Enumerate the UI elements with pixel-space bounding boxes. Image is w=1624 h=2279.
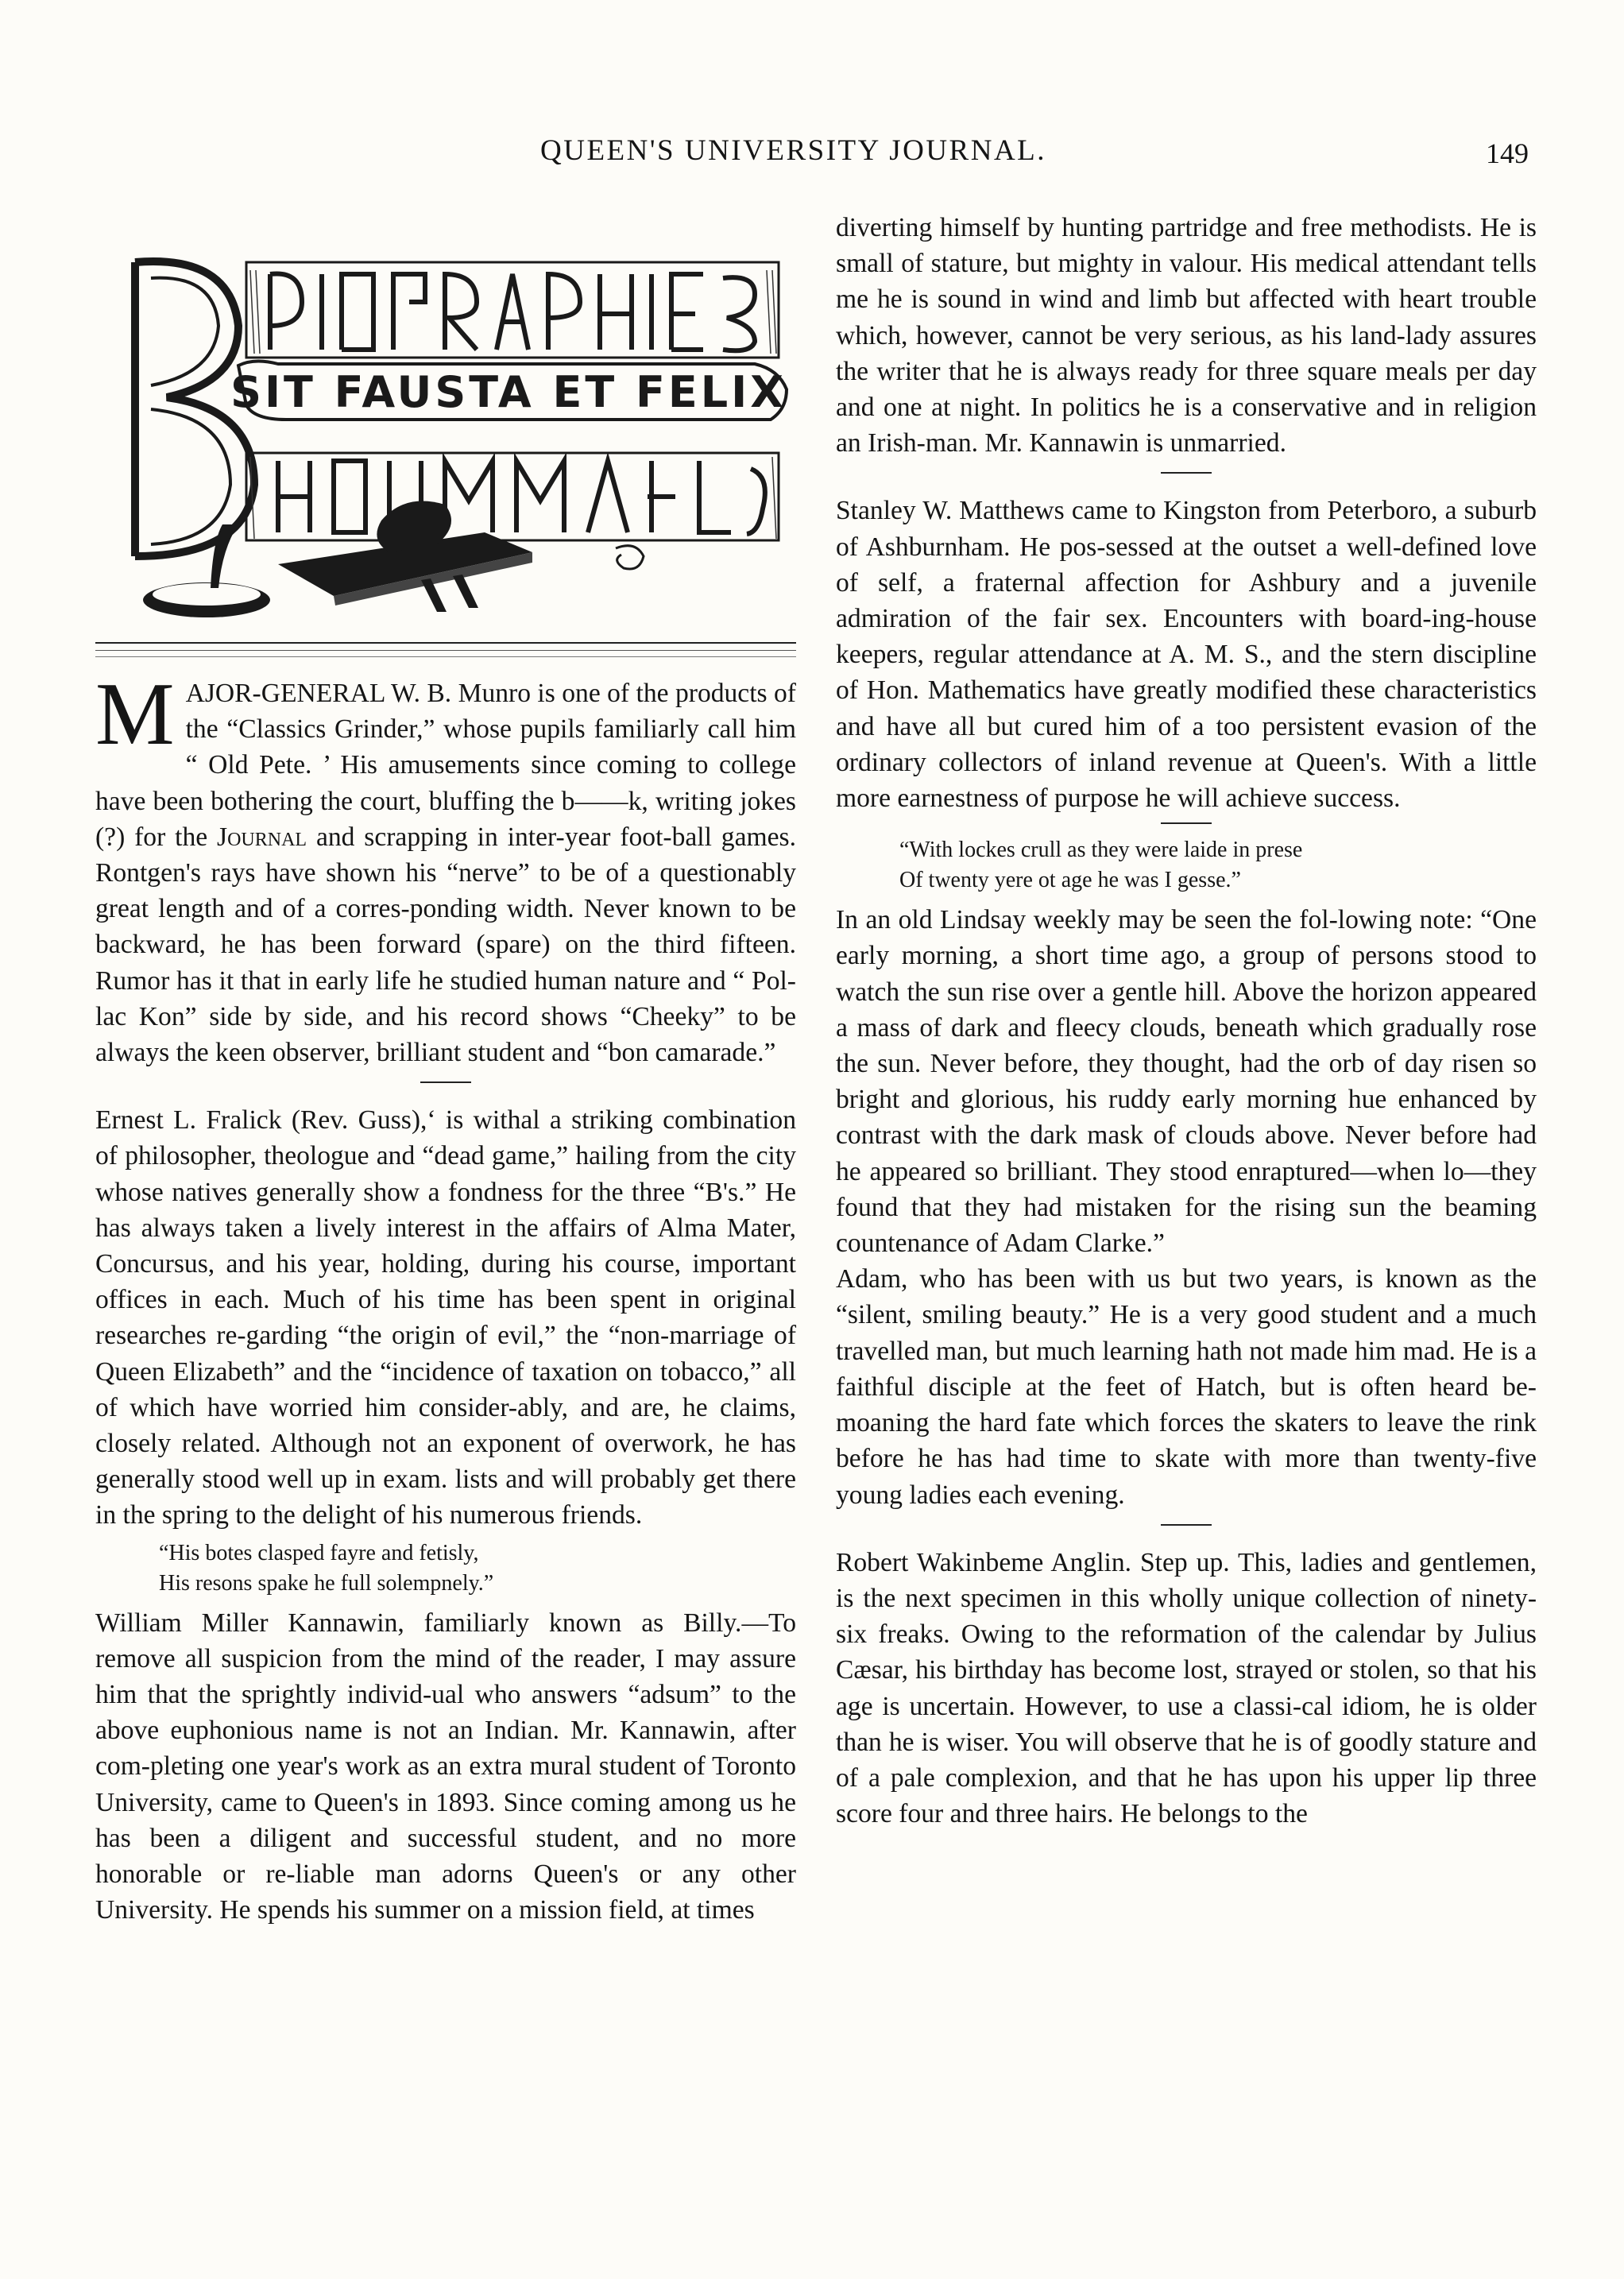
munro-biography: MAJOR-GENERAL W. B. Munro is one of the products of the “Classics Grinder,” whose pupils familiarly call him “ Old Pete. ’ His amusements since coming to college have been bothering the court, bluffing the b——k, writing jokes (?) for the Journal and scrapping in inter-year foot-ball games. Rontgen's rays have shown his “nerve” to be of a questionably great length and of a corres-ponding width. Never known to be backward, he has been forward (spare) on the third fifteen. Rumor has it that in early life he studied human nature and “ Pol-lac Kon” side by side, and his record shows “Cheeky” to be always the keen observer, brilliant student and “bon camarade.” [95,665,796,1068]
adam-biography: Adam, who has been with us but two years, is known as the “silent, smiling beauty.” He is a very good student and a much travelled man, but much learning hath not made him mad. He is a faithful disciple at the feet of Hatch, but is often heard be-moaning the hard fate which forces the skaters to leave the rink before he has had time to skate with more than twenty-five young ladies each evening. [836,1264,1537,1510]
verse-line: Of twenty yere ot age he was I gesse.” [899,868,1241,893]
separator-rule [1161,1524,1212,1526]
separator-rule [420,1081,471,1083]
section-rule [95,642,796,644]
matthews-biography: Stanley W. Matthews came to Kingston from Peterboro, a suburb of Ashburnham. He pos-sessed at the outset a well-defined love of self, a fraternal affection for Ashbury and a juvenile admiration of the fair sex. Encounters with board-ing-house keepers, regular attendance at A. M. S., and the stern discipline of Hon. Mathematics have greatly modified these characteristics and have all but cured him of a too persistent evasion of the ordinary collectors of inland revenue at Queen's. With a little more earnestness of purpose he will achieve success. [836,496,1537,814]
kannawin-biography: William Miller Kannawin, familiarly known as Billy.—To remove all suspicion from the mind of the reader, I may assure him that the sprightly individ-ual who answers “adsum” to the above euphonious name is not an Indian. Mr. Kannawin, after com-pleting one year's work as an extra mural student of Toronto University, came to Queen's in 1893. Since coming among us he has been a diligent and successful student, and no more honorable or re-liable man adorns Queen's or any other University. He spends his summer on a mission field, at times [95,1608,796,1925]
separator-rule [1161,472,1212,474]
verse-line: “With lockes crull as they were laide in prese [899,838,1303,863]
clarke-biography: In an old Lindsay weekly may be seen the fol-lowing note: “One early morning, a short time ago, a group of persons stood to watch the sun rise over a gentle hill. Above the horizon appeared a mass of dark and fleecy clouds, beneath which gradually rose the sun. Never before, they thought, had the orb of day risen so bright and glorious, his ruddy early morning hue enhanced by contrast with the dark mask of clouds above. Never before had he appeared so brilliant. They stood enraptured—when lo—they found that they had mistaken for the rising sun the beaming countenance of Adam Clarke.” [836,905,1537,1259]
section-rule [95,656,796,657]
section-rule [95,650,796,651]
banner-motto: SIT FAUSTA ET FELIX [230,367,787,417]
verse-line: “His botes clasped fayre and fetisly, [159,1540,479,1565]
separator-rule [1161,822,1212,824]
biographies-banner-illustration [119,238,802,628]
anglin-biography: Robert Wakinbeme Anglin. Step up. This, ladies and gentlemen, is the next specimen in this wholly unique collection of ninety-six freaks. Owing to the reformation of the calendar by Julius Cæsar, his birthday has become lost, strayed or stolen, so that his age is uncertain. However, to use a classi-cal idiom, he is older than he is wiser. You will observe that he is of goodly stature and of a pale complexion, and that he has upon his upper lip three score four and three hairs. He belongs to the [836,1547,1537,1829]
page-number: 149 [1486,137,1529,169]
verse-quote [899,835,1537,896]
left-column [95,665,796,1929]
kannawin-biography-continued: diverting himself by hunting partridge and free methodists. He is small of stature, but mighty in valour. His medical attendant tells me he is sound in wind and limb but affected with heart trouble which, however, cannot be very serious, as his land-lady assures the writer that he is always ready for three square meals per day and one at night. In politics he is a conservative and in religion an Irish-man. Mr. Kannawin is unmarried. [836,213,1537,459]
drop-cap: M [95,665,175,764]
right-column [836,210,1537,1832]
fralick-biography: Ernest L. Fralick (Rev. Guss),ʻ is withal a striking combination of philosopher, theologue and “dead game,” hailing from the city whose natives generally show a fondness for the three “B's.” He has always taken a lively interest in the affairs of Alma Mater, Concursus, and his year, holding, during his course, important offices in each. Much of his time has been spent in original researches re-garding “the origin of evil,” the “non-marriage of Queen Elizabeth” and the “incidence of taxation on tobacco,” all of which have worried him consider-ably, and are, he claims, closely related. Although not an exponent of overwork, he has generally stood well up in exam. lists and will probably get there in the spring to the delight of his numerous friends. [95,1105,796,1530]
running-head: QUEEN'S UNIVERSITY JOURNAL. [540,134,1047,167]
verse-quote [159,1538,796,1599]
verse-line: His resons spake he full solempnely.” [159,1570,494,1596]
